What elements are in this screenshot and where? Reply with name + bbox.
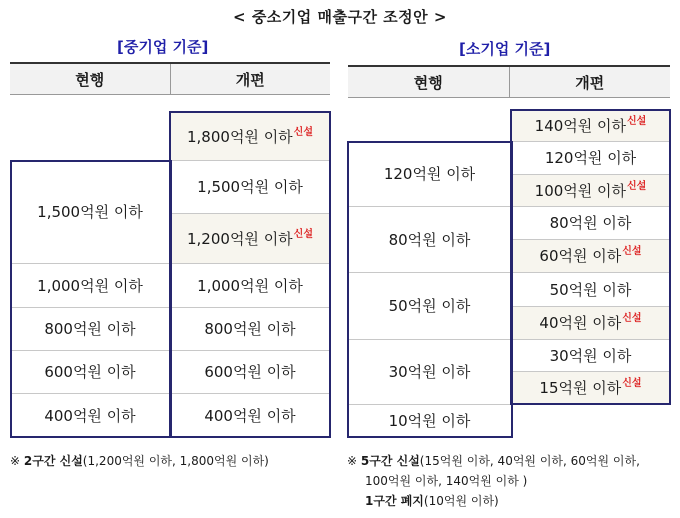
medium-revised-row: 800억원 이하 [204,320,296,338]
small-revised-row: 120억원 이하 [544,149,637,167]
small-note2-bold: 1구간 폐지 [365,494,424,508]
small-col-revised: 개편 [509,67,671,97]
small-revised-row: 80억원 이하 [549,214,632,232]
new-badge: 신설 [622,378,642,389]
small-note [347,451,677,511]
small-revised-label: 60억원 이하 [539,247,622,265]
small-current-row: 80억원 이하 [388,230,471,249]
medium-col-revised: 개편 [170,64,331,94]
small-current-row: 120억원 이하 [383,165,476,183]
medium-subtitle: [중기업 기준] [117,38,209,56]
small-current-row: 30억원 이하 [388,363,471,381]
small-revised-frame [510,109,671,405]
new-badge: 신설 [622,313,642,324]
medium-table-header [10,62,330,95]
medium-current-row: 1,500억원 이하 [37,203,143,221]
page-title: < 중소기업 매출구간 조정안 > [233,8,447,26]
note-mark: ※ [347,454,358,468]
new-badge: 신설 [293,228,313,240]
medium-revised-row: 400억원 이하 [204,406,296,425]
medium-revised-row: 600억원 이하 [204,363,296,381]
new-badge: 신설 [622,246,642,257]
medium-revised-label: 1,800억원 이하 [187,127,293,146]
small-note-bold: 5구간 신설 [360,454,420,468]
medium-current-row: 1,000억원 이하 [37,276,143,295]
small-current-frame [347,141,513,438]
small-revised-label: 15억원 이하 [539,379,622,397]
medium-revised-row: 1,000억원 이하 [197,276,303,295]
small-revised-label: 140억원 이하 [534,117,627,135]
new-badge: 신설 [293,126,313,138]
small-current-row: 10억원 이하 [388,412,471,430]
medium-note-bold: 2구간 신설 [23,454,83,468]
new-badge: 신설 [627,116,647,127]
medium-revised-frame [169,111,331,438]
small-revised-label: 40억원 이하 [539,314,622,332]
small-current-row: 50억원 이하 [388,297,471,315]
small-note2-text: (10억원 이하) [423,494,499,508]
medium-col-current: 현행 [75,70,105,89]
medium-current-row: 400억원 이하 [44,406,136,425]
small-revised-row: 50억원 이하 [549,280,632,299]
small-note-text-2: 100억원 이하, 140억원 이하 ) [365,474,528,488]
small-subtitle: [소기업 기준] [459,40,551,58]
medium-note [10,451,269,471]
new-badge: 신설 [627,180,647,192]
small-col-current: 현행 [413,73,443,92]
small-revised-label: 100억원 이하 [534,181,627,200]
medium-note-text: (1,200억원 이하, 1,800억원 이하) [82,454,269,468]
note-mark: ※ [10,454,21,468]
medium-current-frame [10,160,172,438]
medium-revised-row: 1,500억원 이하 [197,178,303,196]
medium-revised-label: 1,200억원 이하 [187,229,293,248]
medium-current-row: 800억원 이하 [44,320,136,338]
small-note-text: (15억원 이하, 40억원 이하, 60억원 이하, [419,454,640,468]
small-note2 [347,494,499,508]
medium-current-row: 600억원 이하 [44,363,136,381]
small-table-header [348,65,670,98]
small-revised-row: 30억원 이하 [549,346,632,365]
